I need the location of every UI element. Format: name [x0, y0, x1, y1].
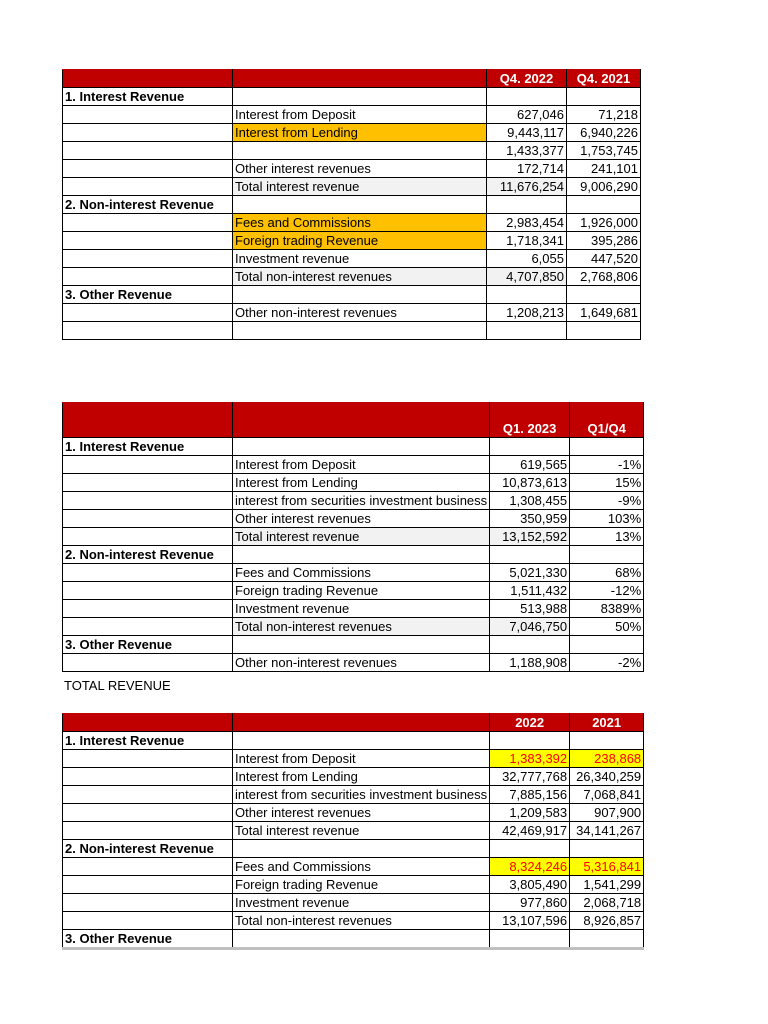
- value-cell[interactable]: 8,324,246: [490, 858, 570, 876]
- value-cell[interactable]: 9,006,290: [567, 178, 641, 196]
- table-row: [63, 822, 644, 840]
- header-row: [63, 714, 644, 732]
- column-header[interactable]: Q4. 2022: [487, 70, 567, 88]
- column-header[interactable]: Q1. 2023: [490, 403, 570, 438]
- value-cell[interactable]: 8389%: [570, 600, 644, 618]
- value-cell[interactable]: 619,565: [490, 456, 570, 474]
- line-item-label[interactable]: interest from securities investment business: [233, 786, 490, 804]
- cell[interactable]: [63, 232, 233, 250]
- line-item-label[interactable]: Total interest revenue: [233, 822, 490, 840]
- table-row: [63, 268, 641, 286]
- value-cell[interactable]: -1%: [570, 456, 644, 474]
- table-row: [63, 492, 644, 510]
- section-label[interactable]: 1. Interest Revenue: [63, 438, 233, 456]
- cell[interactable]: [63, 654, 233, 672]
- cell[interactable]: [63, 322, 233, 340]
- value-cell[interactable]: [570, 930, 644, 949]
- cell[interactable]: [63, 768, 233, 786]
- value-cell[interactable]: 1,308,455: [490, 492, 570, 510]
- table-row: [63, 304, 641, 322]
- value-cell[interactable]: 71,218: [567, 106, 641, 124]
- line-item-label[interactable]: [233, 546, 490, 564]
- line-item-label[interactable]: Interest from Lending: [233, 474, 490, 492]
- cell[interactable]: [63, 912, 233, 930]
- cell[interactable]: [63, 510, 233, 528]
- cell[interactable]: [63, 214, 233, 232]
- line-item-label[interactable]: Foreign trading Revenue: [233, 232, 487, 250]
- line-item-label[interactable]: Fees and Commissions: [233, 564, 490, 582]
- column-header[interactable]: Q4. 2021: [567, 70, 641, 88]
- line-item-label[interactable]: Other interest revenues: [233, 160, 487, 178]
- value-cell[interactable]: 9,443,117: [487, 124, 567, 142]
- cell[interactable]: [63, 582, 233, 600]
- value-cell[interactable]: 907,900: [570, 804, 644, 822]
- column-header[interactable]: [233, 714, 490, 732]
- value-cell[interactable]: 1,541,299: [570, 876, 644, 894]
- value-cell[interactable]: [570, 732, 644, 750]
- value-cell[interactable]: 627,046: [487, 106, 567, 124]
- column-header[interactable]: [63, 403, 233, 438]
- section-label[interactable]: 1. Interest Revenue: [63, 732, 233, 750]
- table-row: [63, 124, 641, 142]
- line-item-label[interactable]: Other interest revenues: [233, 510, 490, 528]
- value-cell[interactable]: -9%: [570, 492, 644, 510]
- section-row: [63, 732, 644, 750]
- line-item-label[interactable]: Total interest revenue: [233, 178, 487, 196]
- line-item-label[interactable]: Total non-interest revenues: [233, 912, 490, 930]
- table-row: [63, 178, 641, 196]
- table-row: [63, 322, 641, 340]
- value-cell[interactable]: 2,768,806: [567, 268, 641, 286]
- table-row: [63, 654, 644, 672]
- value-cell[interactable]: 350,959: [490, 510, 570, 528]
- cell[interactable]: [63, 564, 233, 582]
- cell[interactable]: [63, 876, 233, 894]
- value-cell[interactable]: 447,520: [567, 250, 641, 268]
- cell[interactable]: [63, 250, 233, 268]
- section-label[interactable]: 2. Non-interest Revenue: [63, 546, 233, 564]
- value-cell[interactable]: 2,068,718: [570, 894, 644, 912]
- value-cell[interactable]: 32,777,768: [490, 768, 570, 786]
- value-cell[interactable]: 1,926,000: [567, 214, 641, 232]
- section-label[interactable]: 1. Interest Revenue: [63, 88, 233, 106]
- value-cell[interactable]: 2,983,454: [487, 214, 567, 232]
- value-cell[interactable]: 1,718,341: [487, 232, 567, 250]
- value-cell[interactable]: 513,988: [490, 600, 570, 618]
- cell[interactable]: [63, 750, 233, 768]
- revenue-table-q4: [62, 69, 641, 340]
- value-cell[interactable]: -2%: [570, 654, 644, 672]
- value-cell[interactable]: 6,055: [487, 250, 567, 268]
- revenue-table-annual: [62, 713, 644, 950]
- cell[interactable]: [63, 124, 233, 142]
- value-cell[interactable]: 5,316,841: [570, 858, 644, 876]
- value-cell[interactable]: [570, 840, 644, 858]
- value-cell[interactable]: 1,209,583: [490, 804, 570, 822]
- section-label[interactable]: 3. Other Revenue: [63, 636, 233, 654]
- table-row: [63, 474, 644, 492]
- line-item-label[interactable]: [233, 732, 490, 750]
- cell[interactable]: [63, 268, 233, 286]
- value-cell[interactable]: 42,469,917: [490, 822, 570, 840]
- value-cell[interactable]: 1,208,213: [487, 304, 567, 322]
- value-cell[interactable]: [570, 438, 644, 456]
- table-row: [63, 456, 644, 474]
- value-cell[interactable]: 1,383,392: [490, 750, 570, 768]
- cell[interactable]: [63, 160, 233, 178]
- value-cell[interactable]: [490, 636, 570, 654]
- header-row: [63, 70, 641, 88]
- section-row: [63, 546, 644, 564]
- value-cell[interactable]: [567, 88, 641, 106]
- value-cell[interactable]: 7,068,841: [570, 786, 644, 804]
- value-cell[interactable]: 1,188,908: [490, 654, 570, 672]
- line-item-label[interactable]: Interest from Lending: [233, 768, 490, 786]
- line-item-label[interactable]: [233, 438, 490, 456]
- table-row: [63, 768, 644, 786]
- line-item-label[interactable]: [233, 636, 490, 654]
- value-cell[interactable]: 238,868: [570, 750, 644, 768]
- table-row: [63, 912, 644, 930]
- value-cell[interactable]: 15%: [570, 474, 644, 492]
- line-item-label[interactable]: Total non-interest revenues: [233, 268, 487, 286]
- value-cell[interactable]: [567, 286, 641, 304]
- value-cell[interactable]: 1,649,681: [567, 304, 641, 322]
- value-cell[interactable]: [487, 286, 567, 304]
- column-header[interactable]: [63, 70, 233, 88]
- section-label[interactable]: 2. Non-interest Revenue: [63, 196, 233, 214]
- value-cell[interactable]: [487, 196, 567, 214]
- value-cell[interactable]: 7,885,156: [490, 786, 570, 804]
- column-header[interactable]: [233, 403, 490, 438]
- value-cell[interactable]: 68%: [570, 564, 644, 582]
- table-row: [63, 600, 644, 618]
- line-item-label[interactable]: Total interest revenue: [233, 528, 490, 546]
- table-row: [63, 858, 644, 876]
- line-item-label[interactable]: [233, 322, 487, 340]
- value-cell[interactable]: [567, 196, 641, 214]
- line-item-label[interactable]: Interest from Lending: [233, 124, 487, 142]
- table-row: [63, 160, 641, 178]
- table-row: [63, 618, 644, 636]
- value-cell[interactable]: 6,940,226: [567, 124, 641, 142]
- section-row: [63, 196, 641, 214]
- value-cell[interactable]: 50%: [570, 618, 644, 636]
- value-cell[interactable]: 10,873,613: [490, 474, 570, 492]
- line-item-label[interactable]: Foreign trading Revenue: [233, 876, 490, 894]
- value-cell[interactable]: [567, 322, 641, 340]
- cell[interactable]: [63, 858, 233, 876]
- section-row: [63, 930, 644, 949]
- cell[interactable]: [63, 618, 233, 636]
- column-header[interactable]: [63, 714, 233, 732]
- cell[interactable]: [63, 894, 233, 912]
- table-row: [63, 582, 644, 600]
- section-row: [63, 438, 644, 456]
- cell[interactable]: [63, 528, 233, 546]
- section-row: [63, 840, 644, 858]
- value-cell[interactable]: [490, 438, 570, 456]
- value-cell[interactable]: [490, 732, 570, 750]
- table-row: [63, 232, 641, 250]
- line-item-label[interactable]: [233, 840, 490, 858]
- line-item-label[interactable]: Investment revenue: [233, 894, 490, 912]
- value-cell[interactable]: 26,340,259: [570, 768, 644, 786]
- value-cell[interactable]: 172,714: [487, 160, 567, 178]
- total-revenue-label: TOTAL REVENUE: [64, 678, 171, 693]
- value-cell[interactable]: [490, 546, 570, 564]
- section-row: [63, 286, 641, 304]
- value-cell[interactable]: 34,141,267: [570, 822, 644, 840]
- table-row: [63, 894, 644, 912]
- value-cell[interactable]: 395,286: [567, 232, 641, 250]
- value-cell[interactable]: 5,021,330: [490, 564, 570, 582]
- value-cell[interactable]: 8,926,857: [570, 912, 644, 930]
- value-cell[interactable]: 977,860: [490, 894, 570, 912]
- value-cell[interactable]: [570, 636, 644, 654]
- column-header[interactable]: Q1/Q4: [570, 403, 644, 438]
- section-label[interactable]: 3. Other Revenue: [63, 286, 233, 304]
- header-row: [63, 403, 644, 438]
- value-cell[interactable]: [487, 88, 567, 106]
- cell[interactable]: [63, 804, 233, 822]
- value-cell[interactable]: 241,101: [567, 160, 641, 178]
- line-item-label[interactable]: Investment revenue: [233, 600, 490, 618]
- value-cell[interactable]: 7,046,750: [490, 618, 570, 636]
- line-item-label[interactable]: Other non-interest revenues: [233, 654, 490, 672]
- table-row: [63, 250, 641, 268]
- value-cell[interactable]: [490, 840, 570, 858]
- cell[interactable]: [63, 142, 233, 160]
- line-item-label[interactable]: [233, 196, 487, 214]
- column-header[interactable]: 2021: [570, 714, 644, 732]
- line-item-label[interactable]: Interest from Deposit: [233, 456, 490, 474]
- line-item-label[interactable]: [233, 142, 487, 160]
- line-item-label[interactable]: [233, 930, 490, 949]
- value-cell[interactable]: -12%: [570, 582, 644, 600]
- value-cell[interactable]: 1,433,377: [487, 142, 567, 160]
- table-row: [63, 528, 644, 546]
- table-row: [63, 786, 644, 804]
- line-item-label[interactable]: Investment revenue: [233, 250, 487, 268]
- cell[interactable]: [63, 456, 233, 474]
- line-item-label[interactable]: Other interest revenues: [233, 804, 490, 822]
- value-cell[interactable]: 1,753,745: [567, 142, 641, 160]
- value-cell[interactable]: [490, 930, 570, 949]
- cell[interactable]: [63, 822, 233, 840]
- table-row: [63, 750, 644, 768]
- line-item-label[interactable]: [233, 88, 487, 106]
- section-row: [63, 636, 644, 654]
- value-cell[interactable]: 13%: [570, 528, 644, 546]
- value-cell[interactable]: 103%: [570, 510, 644, 528]
- cell[interactable]: [63, 178, 233, 196]
- cell[interactable]: [63, 474, 233, 492]
- table-row: [63, 564, 644, 582]
- line-item-label[interactable]: Fees and Commissions: [233, 214, 487, 232]
- section-row: [63, 88, 641, 106]
- value-cell[interactable]: 3,805,490: [490, 876, 570, 894]
- value-cell[interactable]: [570, 546, 644, 564]
- table-row: [63, 142, 641, 160]
- value-cell[interactable]: 1,511,432: [490, 582, 570, 600]
- table-row: [63, 214, 641, 232]
- line-item-label[interactable]: Fees and Commissions: [233, 858, 490, 876]
- cell[interactable]: [63, 304, 233, 322]
- section-label[interactable]: 3. Other Revenue: [63, 930, 233, 949]
- line-item-label[interactable]: Interest from Deposit: [233, 750, 490, 768]
- cell[interactable]: [63, 106, 233, 124]
- table-row: [63, 106, 641, 124]
- column-header[interactable]: [233, 70, 487, 88]
- value-cell[interactable]: 13,152,592: [490, 528, 570, 546]
- value-cell[interactable]: [487, 322, 567, 340]
- line-item-label[interactable]: Other non-interest revenues: [233, 304, 487, 322]
- line-item-label[interactable]: Foreign trading Revenue: [233, 582, 490, 600]
- column-header[interactable]: 2022: [490, 714, 570, 732]
- value-cell[interactable]: 4,707,850: [487, 268, 567, 286]
- table-row: [63, 510, 644, 528]
- line-item-label[interactable]: Interest from Deposit: [233, 106, 487, 124]
- value-cell[interactable]: 13,107,596: [490, 912, 570, 930]
- line-item-label[interactable]: interest from securities investment business: [233, 492, 490, 510]
- table-row: [63, 876, 644, 894]
- table-row: [63, 804, 644, 822]
- value-cell[interactable]: 11,676,254: [487, 178, 567, 196]
- revenue-table-q1: [62, 402, 644, 672]
- section-label[interactable]: 2. Non-interest Revenue: [63, 840, 233, 858]
- line-item-label[interactable]: [233, 286, 487, 304]
- cell[interactable]: [63, 786, 233, 804]
- cell[interactable]: [63, 600, 233, 618]
- cell[interactable]: [63, 492, 233, 510]
- line-item-label[interactable]: Total non-interest revenues: [233, 618, 490, 636]
